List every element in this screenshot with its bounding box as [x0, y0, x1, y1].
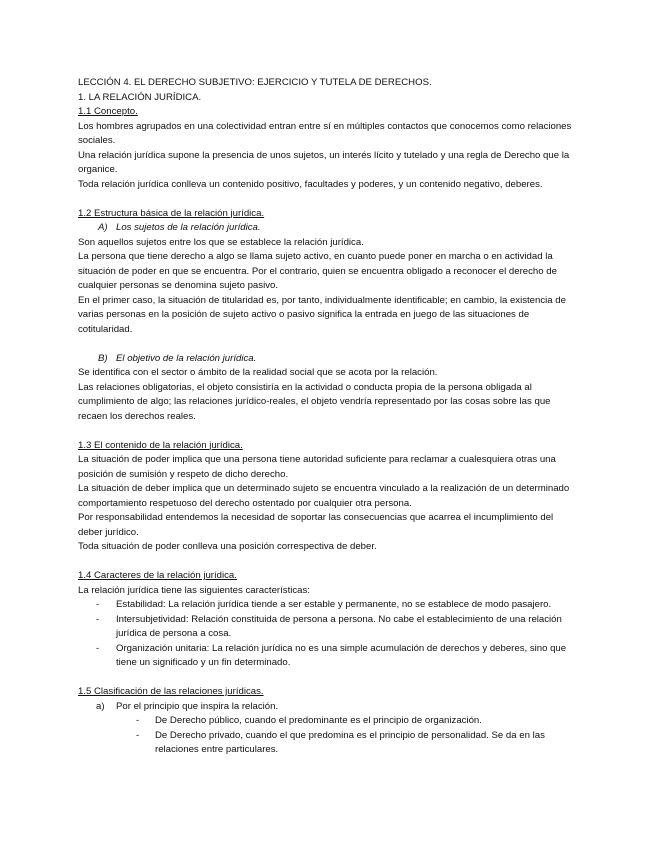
- list-letter: A): [98, 222, 108, 233]
- bullet-mark: -: [96, 642, 100, 654]
- paragraph: Por responsabilidad entendemos la necesidad de soportar las consecuencias que acarrea el incumplimiento del deber jurídico.: [78, 512, 554, 538]
- subsection-heading: 1.1 Concepto.: [78, 106, 138, 117]
- sub-list-item: [78, 714, 580, 729]
- document-page: [78, 76, 580, 758]
- lesson-title: LECCIÓN 4. EL DERECHO SUBJETIVO: EJERCICIO Y TUTELA DE DERECHOS.: [78, 77, 432, 88]
- paragraph: Son aquellos sujetos entre los que se establece la relación jurídica.: [78, 236, 364, 248]
- paragraph: Los hombres agrupados en una colectividad entran entre sí en múltiples contactos que conocemos como relaciones sociales.: [78, 120, 572, 146]
- paragraph: Se identifica con el sector o ámbito de la realidad social que se acota por la relación.: [78, 367, 438, 378]
- subsection-heading: 1.4 Caracteres de la relación jurídica.: [78, 570, 237, 581]
- paragraph: La relación jurídica tiene las siguientes características:: [78, 584, 310, 596]
- sub-list-item: [78, 729, 580, 758]
- paragraph: Toda relación jurídica conlleva un contenido positivo, facultades y poderes, y un contenido negativo, deberes.: [78, 178, 543, 190]
- list-item-text: Por el principio que inspira la relación.: [116, 700, 279, 712]
- paragraph: Toda situación de poder conlleva una posición correspectiva de deber.: [78, 541, 377, 552]
- list-letter: B): [98, 352, 108, 364]
- list-heading: [78, 221, 580, 236]
- paragraph: En el primer caso, la situación de titularidad es, por tanto, individualmente identificable; en cambio, la existencia de varias personas en la posición de sujeto activo o pasivo significa la entrada en juego de las situaciones de cotitularidad.: [78, 294, 566, 335]
- bullet-mark: -: [96, 599, 100, 610]
- list-item: [78, 613, 580, 642]
- paragraph: La persona que tiene derecho a algo se llama sujeto activo, en cuanto puede poner en marcha o en actividad la situación de poder en que se encuentra. Por el contrario, quien se encuentra obligado a reconocer el derecho de cualquier personas se denomina sujeto pasivo.: [78, 251, 557, 291]
- paragraph: La situación de deber implica que un determinado sujeto se encuentra vinculado a la realización de un determinado comportamiento respetuoso del derecho ostentado por cualquier otra persona.: [78, 483, 570, 509]
- list-item: [78, 642, 580, 671]
- subsection-heading: 1.3 El contenido de la relación jurídica.: [78, 439, 243, 451]
- list-letter: a): [96, 700, 105, 712]
- subsection-heading: 1.2 Estructura básica de la relación jurídica.: [78, 207, 265, 219]
- list-title: Los sujetos de la relación jurídica.: [116, 222, 261, 233]
- section-heading: 1. LA RELACIÓN JURÍDICA.: [78, 91, 202, 103]
- list-heading: [78, 352, 580, 367]
- list-item-text: De Derecho público, cuando el predominante es el principio de organización.: [155, 715, 482, 726]
- paragraph: Las relaciones obligatorias, el objeto consistiría en la actividad o conducta propia de la persona obligada al cumplimiento de algo; las relaciones jurídico-reales, el objeto vendría representado por las cosas sobre las que recaen los derechos reales.: [78, 381, 551, 422]
- paragraph: Una relación jurídica supone la presencia de unos sujetos, un interés lícito y tutelado y una regla de Derecho que la organice.: [78, 149, 570, 175]
- bullet-mark: -: [136, 715, 140, 726]
- list-title: El objetivo de la relación jurídica.: [116, 352, 257, 364]
- list-item-text: Organización unitaria: La relación jurídica no es una simple acumulación de derechos y deberes, sino que tiene un significado y un fin determinado.: [116, 642, 567, 668]
- list-item: [78, 700, 580, 715]
- list-item: [78, 598, 580, 613]
- subsection-heading: 1.5 Clasificación de las relaciones jurídicas.: [78, 686, 264, 697]
- paragraph: La situación de poder implica que una persona tiene autoridad suficiente para reclamar a cualesquiera otras una posición de sumisión y respeto de dicho derecho.: [78, 454, 556, 480]
- bullet-mark: -: [96, 613, 100, 625]
- list-item-text: De Derecho privado, cuando el que predomina es el principio de personalidad. Se da en las relaciones entre particulares.: [155, 729, 545, 755]
- list-item-text: Intersubjetividad: Relación constituida de persona a persona. No cabe el establecimiento de una relación jurídica de persona a cosa.: [116, 613, 562, 639]
- list-item-text: Estabilidad: La relación jurídica tiende a ser estable y permanente, no se establece de modo pasajero.: [116, 599, 552, 610]
- bullet-mark: -: [136, 729, 140, 741]
